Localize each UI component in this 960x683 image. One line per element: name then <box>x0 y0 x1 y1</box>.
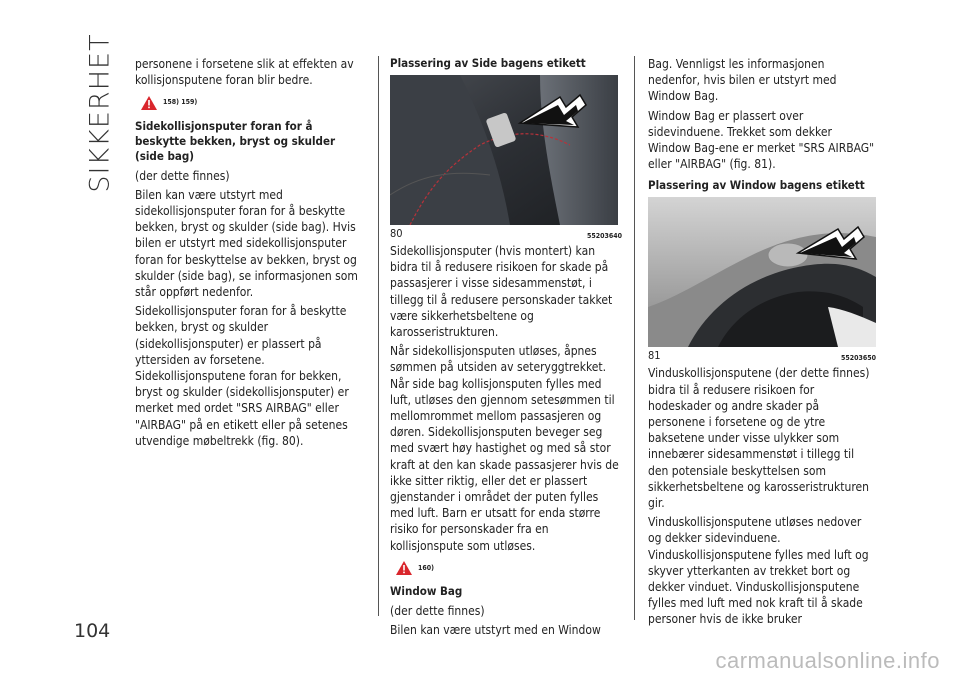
warning-triangle-icon <box>396 561 412 575</box>
paragraph: Bilen kan være utstyrt med sidekollisjonsputer foran for å beskytte bekken, bryst og skulder (side bag). Hvis bilen er utstyrt med sidekollisjonsputer foran for beskyttelse av bekken, bryst og skulder (side bag), se informasjonen som står oppført nedenfor. <box>135 187 358 300</box>
heading: Window Bag <box>390 584 463 599</box>
paragraph: Bag. Vennligst les informasjonen nedenfor, hvis bilen er utstyrt med Window Bag. <box>648 57 837 104</box>
window-illustration <box>648 197 876 347</box>
paragraph: Når sidekollisjonsputen utløses, åpnes sømmen på utsiden av seteryggtrekket. Når side bag kollisjonsputen fylles med luft, utløses den gjennom setesømmen til mellomrommet mellom passasjeren og døren. Sidekollisjonsputen beveger seg med svært høy hastighet og med så stor kraft at den kan skade passasjerer hvis de ikke sitter riktig, eller det er plassert gjenstander i området der puten fylles med luft. Barn er utsatt for enda større risiko for personskader fra en kollisjonspute som utløses. <box>390 344 619 553</box>
figure-caption <box>390 227 622 243</box>
figure-code: 55203640 <box>586 232 622 240</box>
figure-80-seat-image <box>390 75 618 225</box>
column-1 <box>135 56 365 452</box>
paragraph: Bilen kan være utstyrt med en Window <box>390 623 601 638</box>
paragraph: (der dette finnes) <box>135 168 230 183</box>
warning-reference <box>141 94 365 110</box>
figure-81-window-image <box>648 197 876 347</box>
heading: Sidekollisjonsputer foran for å beskytte bekken, bryst og skulder (side bag) <box>135 118 336 163</box>
column-divider-2 <box>634 56 635 620</box>
column-divider-1 <box>378 56 379 616</box>
heading: Plassering av Side bagens etikett <box>390 56 586 70</box>
warning-triangle-icon <box>141 96 157 110</box>
paragraph: Window Bag er plassert over sidevinduene. Trekket som dekker Window Bag-ene er merket "SRS AIRBAG" eller "AIRBAG" (fig. 81). <box>648 108 875 172</box>
watermark: carmanualsonline.info <box>715 648 940 673</box>
page-number: 104 <box>74 620 111 642</box>
paragraph: personene i forsetene slik at effekten av kollisjonsputene foran blir bedre. <box>135 57 354 88</box>
paragraph: (der dette finnes) <box>390 604 485 619</box>
seat-illustration <box>390 75 618 225</box>
figure-number: 80 <box>390 227 403 240</box>
figure-code: 55203650 <box>840 354 876 363</box>
warning-numbers: 158) 159) <box>163 98 198 107</box>
paragraph: Sidekollisjonsputer foran for å beskytte bekken, bryst og skulder (sidekollisjonsputer) er plassert på yttersiden av forsetene. Sidekollisjonsputene foran for bekken, bryst og skulder (sidekollisjonsputer) er merket med ordet "SRS AIRBAG" eller "AIRBAG" på en etikett eller på setenes utvendige møbeltrekk (fig. 80). <box>135 304 349 448</box>
heading: Plassering av Window bagens etikett <box>648 178 865 193</box>
column-2 <box>390 56 622 641</box>
warning-reference <box>396 560 622 576</box>
paragraph: Vinduskollisjonsputene (der dette finnes) bidra til å redusere risikoen for hodeskader og andre skader på personene i forsetene og de ytre baksetene under visse ulykker som innebærer sidesammenstøt i tillegg til den potensiale beskyttelsen som sikkerhetsbeltene og karosseristrukturen gir. <box>648 366 870 511</box>
section-title: SIKKERHET <box>84 33 116 193</box>
figure-caption <box>648 349 876 365</box>
warning-numbers: 160) <box>418 563 435 572</box>
figure-number: 81 <box>648 349 661 363</box>
column-3 <box>648 56 876 631</box>
paragraph: Sidekollisjonsputer (hvis montert) kan bidra til å redusere risikoen for skade på passasjerer i visse sidesammenstøt, i tillegg til å redusere personskader takket være sikkerhetsbeltene og karosseristrukturen. <box>390 244 613 340</box>
paragraph: Vinduskollisjonsputene utløses nedover og dekker sidevinduene. Vinduskollisjonsputene fylles med luft og skyver ytterkanten av trekket bort og dekker vinduet. Vinduskollisjonsputene fylles med luft med nok kraft til å skade personer hvis de ikke bruker <box>648 515 869 627</box>
